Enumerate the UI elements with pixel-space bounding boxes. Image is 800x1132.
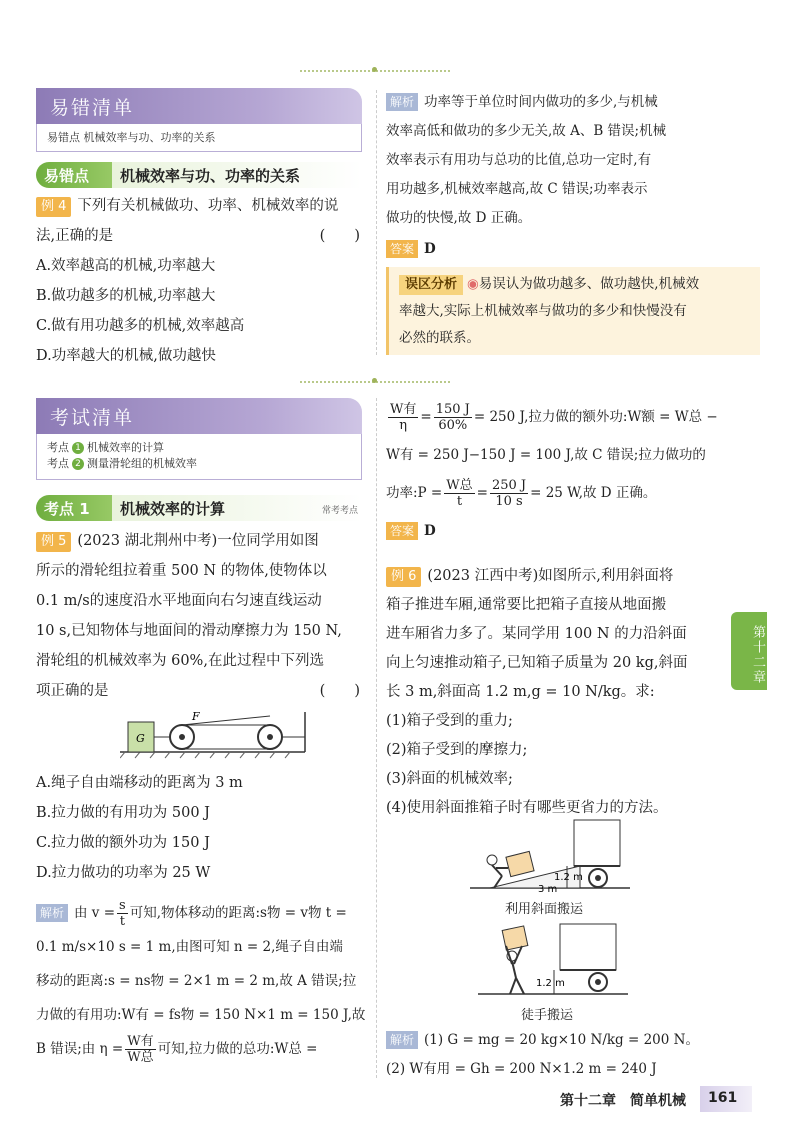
section-box-errors: 易错点 机械效率与功、功率的关系 (36, 124, 362, 152)
carry-height-label: 1.2 m (536, 978, 565, 989)
top-divider-dot (372, 67, 377, 72)
answer-value: D (424, 523, 436, 539)
example-4-label: 例 4 (36, 197, 71, 217)
misconception-tag: 误区分析 (399, 275, 463, 295)
error-point-tag: 易错点 (36, 162, 112, 188)
ramp-figure (470, 818, 630, 896)
option-c: C.做有用功越多的机械,效率越高 (36, 318, 245, 334)
option-b: B.做功越多的机械,功率越大 (36, 288, 216, 304)
answer-value: D (424, 241, 436, 257)
pulley-figure (120, 708, 310, 764)
block-g-label: G (136, 732, 145, 745)
footer-chapter: 第十二章 简单机械 (560, 1093, 686, 1109)
example-6: 例 6 (2023 江西中考)如图所示,利用斜面将 箱子推进车厢,通常要比把箱子直接从地面搬 进车厢省力多了。某同学用 100 N 的力沿斜面 向上匀速推动箱子,已知箱子质量为 20 kg,斜面 长 3 m,斜面高 1.2 m,g = 10 N/kg。求: (1)箱子受到的重力; (2)箱子受到的摩擦力; (3)斜面的机械效率; (4)使用斜面推箱子时有哪些更省力的方法。 (386, 568, 688, 816)
section-box-exam: 考点 1 机械效率的计算 考点 2 测量滑轮组的机械效率 (36, 434, 362, 480)
option-a: A.效率越高的机械,功率越大 (36, 258, 216, 274)
answer-label: 答案 (386, 522, 418, 540)
answer-label: 答案 (386, 240, 418, 258)
example-5-options (36, 768, 366, 888)
analysis-label: 解析 (36, 904, 68, 922)
exam-point-title: 机械效率的计算 常考考点 (112, 495, 362, 521)
ramp-caption: 利用斜面搬运 (505, 902, 584, 917)
exam-point-tag: 考点 1 (36, 495, 112, 521)
analysis-label: 解析 (386, 1031, 418, 1049)
example-5: 例 5 (2023 湖北荆州中考)一位同学用如图 所示的滑轮组拉着重 500 N 的物体,使物体以 0.1 m/s的速度沿水平地面向右匀速直线运动 10 s,已知物体与地面间的滑动摩擦力为 150 N, 滑轮组的机械效率为 60%,在此过程中下列选 项正确的是 ( ) (36, 533, 360, 699)
ramp-height-label: 1.2 m (554, 872, 583, 883)
option-d: D.功率越大的机械,做功越快 (36, 348, 216, 364)
section-title-errors: 易错清单 (36, 88, 362, 124)
error-point-title: 机械效率与功、功率的关系 (112, 162, 362, 188)
force-f-label: F (192, 710, 200, 723)
option-d: D.拉力做功的功率为 25 W (36, 865, 211, 881)
carry-caption: 徒手搬运 (521, 1008, 574, 1023)
chapter-side-tab[interactable]: 第十二章 (731, 612, 767, 690)
column-divider-top (376, 90, 377, 355)
example-4-analysis: 解析 功率等于单位时间内做功的多少,与机械 效率高低和做功的多少无关,故 A、B 错误;机械 效率表示有用功与总功的比值,总功一定时,有 用功越多,机械效率越高,故 C 错误;功率表示 做功的快慢,故 D 正确。 答案 D (386, 94, 667, 257)
carry-figure (478, 922, 628, 1000)
middle-divider-dot (372, 378, 377, 383)
option-a: A.绳子自由端移动的距离为 3 m (36, 775, 243, 791)
section-title-exam: 考试清单 (36, 398, 362, 434)
example-5-label: 例 5 (36, 532, 71, 552)
ramp-box (506, 851, 534, 876)
example-4: 例 4 下列有关机械做功、功率、机械效率的说 法,正确的是 ( ) A.效率越高的机械,功率越大 B.做功越多的机械,功率越大 C.做有用功越多的机械,效率越高 D.功率越大的机械,做功越快 (36, 191, 366, 371)
option-c: C.拉力做的额外功为 150 J (36, 835, 210, 851)
option-b: B.拉力做的有用功为 500 J (36, 805, 210, 821)
example-5-analysis-left: 解析 由 v = $\frac{s}{t}$ 可知,物体移动的距离:s物 = v物 t = 0.1 m/s×10 s = 1 m,由图可知 n = 2,绳子自由端 移动的距离:s = ns物 = 2×1 m = 2 m,故 A 错误;拉 力做的有用功:W有 = fs物 = 150 N×1 m = 150 J,故 B 错误;由 η = $\frac{\text{W有}}{\text{W总}}$ 可知,拉力做的总功:W总 = (36, 898, 366, 1065)
ramp-length-label: 3 m (538, 884, 558, 895)
page-number: 161 (700, 1086, 752, 1112)
misconception-box: 误区分析 ◉易误认为做功越多、做功越快,机械效 率越大,实际上机械效率与做功的多少和快慢没有 必然的联系。 (386, 267, 760, 355)
analysis-label: 解析 (386, 93, 418, 111)
example-5-analysis-right: $\frac{\text{W有}}{\eta}$ = $\frac{150 J}{60\%}$ = 250 J,拉力做的额外功:W额 = W总 − W有 = 250 J−150 J = 100 J,故 C 错误;拉力做功的 功率:P = $\frac{\text{W总}}{t}$ = $\frac{250 J}{10 s}$ = 25 W,故 D 正确。 答案 D (386, 402, 718, 539)
example-6-analysis: 解析 (1) G = mg = 20 kg×10 N/kg = 200 N。 (2) W有用 = Gh = 200 N×1.2 m = 240 J (386, 1032, 699, 1077)
column-divider-bottom (376, 398, 377, 1078)
example-6-label: 例 6 (386, 567, 421, 587)
